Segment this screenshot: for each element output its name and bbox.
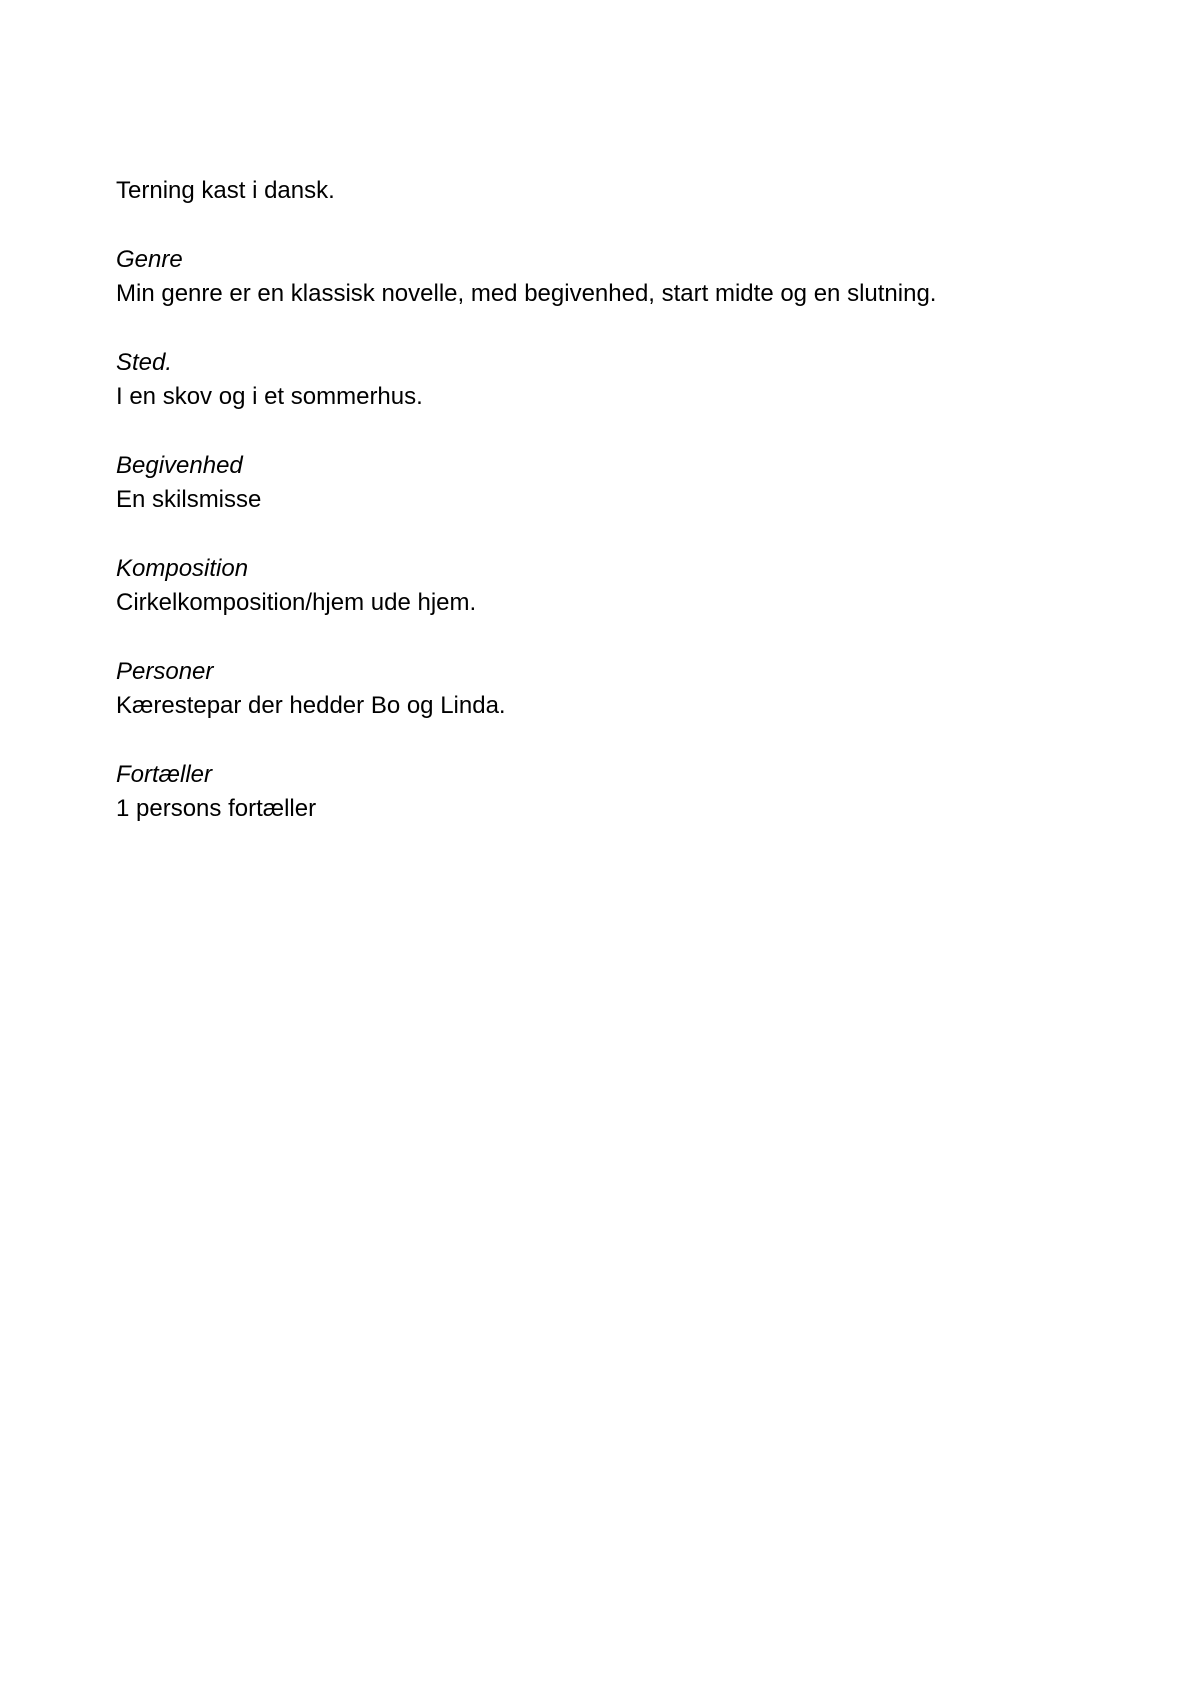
section-heading: Komposition xyxy=(116,555,249,582)
section-sted xyxy=(116,346,1096,414)
section-heading: Begivenhed xyxy=(116,452,243,479)
section-personer xyxy=(116,655,1096,723)
section-begivenhed xyxy=(116,449,1096,517)
section-text: I en skov og i et sommerhus. xyxy=(116,383,423,410)
section-heading: Fortæller xyxy=(116,761,213,788)
section-text: 1 persons fortæller xyxy=(116,795,317,822)
section-text: En skilsmisse xyxy=(116,486,262,513)
section-heading: Sted. xyxy=(116,349,173,376)
document-content xyxy=(116,174,1096,861)
section-genre xyxy=(116,243,1096,311)
section-text: Kærestepar der hedder Bo og Linda. xyxy=(116,692,506,719)
section-komposition xyxy=(116,552,1096,620)
section-text: Min genre er en klassisk novelle, med begivenhed, start midte og en slutning. xyxy=(116,280,937,307)
section-fortaeller xyxy=(116,758,1096,826)
section-heading: Genre xyxy=(116,246,183,273)
section-text: Cirkelkomposition/hjem ude hjem. xyxy=(116,589,477,616)
document-title: Terning kast i dansk. xyxy=(116,177,335,204)
section-heading: Personer xyxy=(116,658,214,685)
